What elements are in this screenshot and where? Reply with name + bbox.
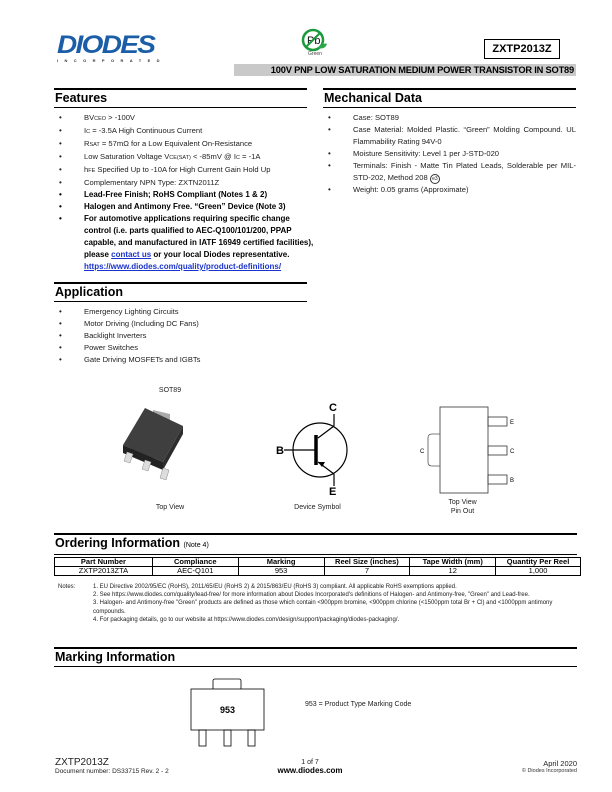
feature-item: • RSAT = 57mΩ for a Low Equivalent On-Resistance (54, 138, 314, 151)
emitter-label: E (329, 486, 337, 495)
feature-item-bold: • Halogen and Antimony Free. “Green” Device (Note 3) (54, 201, 314, 213)
marking-title: Marking Information (55, 650, 176, 664)
note-item: 3. Halogen- and Antimony-free "Green" products are defined as those which contain <900ppm bromine, <900ppm chlorine (<1500ppm total Br + Cl) and <1000ppm antimony compounds. (93, 600, 553, 615)
footer-center (270, 759, 350, 775)
note-item: 4. For packaging details, go to our website at https://www.diodes.com/design/support/packaging/diodes-packaging/. (93, 616, 400, 623)
device-symbol-caption: Device Symbol (294, 504, 341, 511)
mechanical-header (323, 88, 576, 108)
pinout-diagram (418, 400, 518, 500)
application-list (54, 306, 314, 366)
top-view-caption: Top View (155, 504, 185, 511)
application-title: Application (55, 285, 124, 299)
mechanical-item: • Weight: 0.05 grams (Approximate) (323, 184, 576, 196)
feature-item: • IC = -3.5A High Continuous Current (54, 125, 314, 138)
features-list (54, 112, 314, 273)
ordering-table (54, 557, 581, 576)
note-item: 2. See https://www.diodes.com/quality/lead-free/ for more information about Diodes Incorporated's definitions of Halogen- and Antimony-free, "Green" and Lead-free. (93, 592, 530, 599)
feature-item-bold: • Lead-Free Finish; RoHS Compliant (Notes 1 & 2) (54, 189, 314, 201)
e3-icon: e3 (430, 174, 440, 184)
footer-date: April 2020 (543, 759, 577, 768)
base-label: B (276, 445, 284, 457)
footer-part: ZXTP2013Z (55, 757, 109, 768)
footer-left (55, 757, 169, 775)
document-subtitle: 100V PNP LOW SATURATION MEDIUM POWER TRANSISTOR IN SOT89 (234, 64, 576, 76)
mechanical-item: • Terminals: Finish - Matte Tin Plated Leads, Solderable per MIL-STD-202, Method 208 e3 (323, 160, 576, 184)
diodes-logo (57, 31, 166, 63)
package-label: SOT89 (158, 387, 182, 394)
feature-item: • Complementary NPN Type: ZXTN2011Z (54, 177, 314, 189)
collector-label: C (329, 402, 337, 414)
product-definitions-link[interactable]: https://www.diodes.com/quality/product-definitions/ (84, 262, 282, 271)
sot89-package-image (115, 400, 195, 495)
footer-right (480, 759, 577, 774)
marking-header (54, 647, 577, 667)
logo-text: DIODES (57, 31, 155, 59)
feature-item: • hFE Specified Up to -10A for High Current Gain Hold Up (54, 164, 314, 177)
svg-text:Pb: Pb (307, 35, 321, 47)
ordering-title: Ordering Information (55, 536, 180, 550)
application-header (54, 282, 307, 302)
marking-package-diagram (190, 677, 270, 747)
pinout-caption: Top View Pin Out (448, 499, 477, 515)
contact-us-link[interactable]: contact us (111, 250, 152, 259)
pin2-label: C (510, 449, 515, 455)
feature-item-automotive: • For automotive applications requiring specific change control (i.e. parts qualified to AEC-Q100/101/200, PPAP capable, and manufactured in IATF 16949 certified facilities), please contact us or your local Diodes representative. https://www.diodes.com/quality/product-definitions/ (54, 213, 314, 273)
part-number-box: ZXTP2013Z (484, 39, 560, 59)
pin1-label: E (510, 420, 515, 426)
mechanical-item: • Case Material: Molded Plastic. “Green” Molding Compound. UL Flammability Rating 94V-0 (323, 124, 576, 148)
ordering-note: (Note 4) (183, 542, 209, 549)
mechanical-title: Mechanical Data (324, 91, 422, 105)
footer-site-link[interactable]: www.diodes.com (277, 766, 343, 775)
footer-copyright: © Diodes Incorporated (521, 768, 577, 774)
application-item: • Power Switches (54, 342, 314, 354)
marking-legend: 953 = Product Type Marking Code (305, 701, 412, 708)
transistor-symbol-icon (276, 395, 356, 495)
feature-item: • BVCEO > -100V (54, 112, 314, 125)
footer-doc-number: Document number: DS33715 Rev. 2 - 2 (55, 768, 169, 775)
application-item: • Emergency Lighting Circuits (54, 306, 314, 318)
table-header-row: Part Number Compliance Marking Reel Size (inches) Tape Width (mm) Quantity Per Reel (55, 558, 581, 567)
logo-subtext: INCORPORATED (57, 58, 166, 63)
marking-code: 953 (220, 705, 236, 715)
footer-page: 1 of 7 (301, 759, 319, 766)
application-item: • Backlight Inverters (54, 330, 314, 342)
mechanical-item: • Moisture Sensitivity: Level 1 per J-STD-020 (323, 148, 576, 160)
application-item: • Gate Driving MOSFETs and IGBTs (54, 354, 314, 366)
note-item: 1. EU Directive 2002/95/EC (RoHS), 2011/65/EU (RoHS 2) & 2015/863/EU (RoHS 3) compliant. All applicable RoHS exemptions applied. (93, 584, 457, 590)
pin3-label: B (510, 478, 515, 484)
table-row: ZXTP2013ZTA AEC-Q101 953 7 12 1,000 (55, 567, 581, 576)
features-header (54, 88, 307, 108)
green-badge-label: Green (308, 51, 322, 57)
features-title: Features (55, 91, 108, 105)
ordering-notes: Notes: 1. EU Directive 2002/95/EC (RoHS), 2011/65/EU (RoHS 2) & 2015/863/EU (RoHS 3) compliant. All applicable RoHS exemptions applied. 2. See https://www.diodes.com/quality/lead-free/ for more information about Diodes Incorporated's definitions of Halogen- and Antimony-free, "Green" and Lead-free. 3. Halogen- and Antimony-free "Green" products are defined as those which contain <900ppm bromine, <900ppm chlorine (<1500ppm total Br + Cl) and <1000ppm antimony compounds. 4. For packaging details, go to our website at https://www.diodes.com/design/support/packaging/diodes-packaging/. (58, 583, 578, 624)
mechanical-list (323, 112, 576, 196)
pin-tab-label: C (420, 449, 425, 455)
ordering-header (54, 533, 577, 555)
mechanical-item: • Case: SOT89 (323, 112, 576, 124)
application-item: • Motor Driving (Including DC Fans) (54, 318, 314, 330)
feature-item: • Low Saturation Voltage VCE(SAT) < -85mV @ IC = -1A (54, 151, 314, 164)
